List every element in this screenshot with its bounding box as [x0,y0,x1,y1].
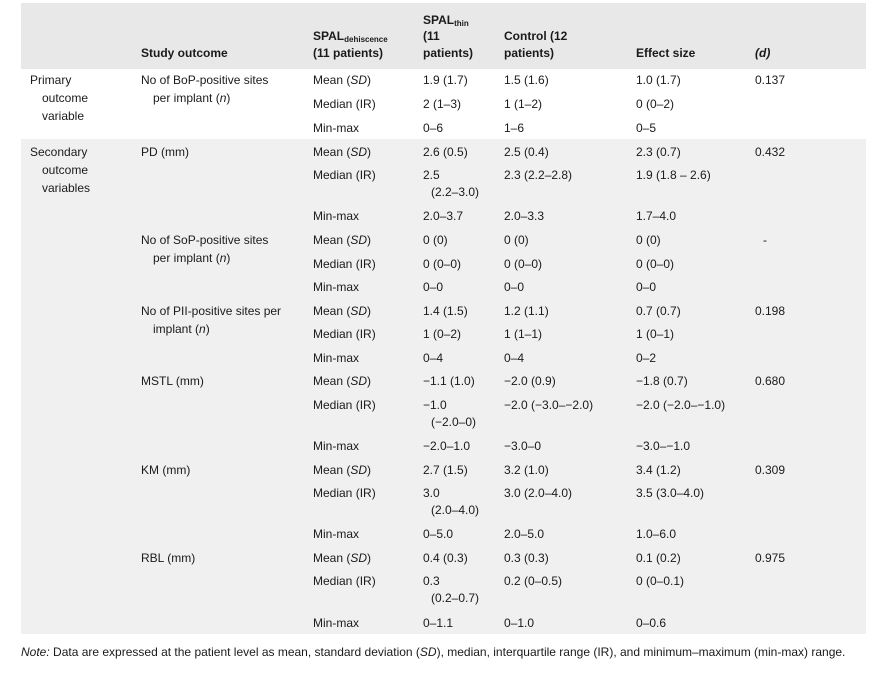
header-control-n: patients) [504,46,555,60]
km_median-g1-cont: (2.0–4.0) [431,503,480,517]
bop_median-c2: 0 (0–2) [636,97,675,111]
rbl_mean-c0: 0.4 (0.3) [423,551,468,565]
stat-label: Median (IR) [313,97,376,111]
rbl_minmax-c1: 0–1.0 [504,616,535,630]
outcome-sop-2: per implant (n) [153,251,231,265]
header-d: (d) [755,46,771,60]
rbl_minmax-c0: 0–1.1 [423,616,454,630]
km_minmax-c1: 2.0–5.0 [504,527,545,541]
rbl_minmax-c2: 0–0.6 [636,616,667,630]
bop_mean-c0: 1.9 (1.7) [423,73,468,87]
pd_median-g3: 1.9 (1.8 – 2.6) [636,168,711,182]
header-spal-dehiscence-n: (11 patients) [313,46,384,60]
header-spal-thin-n1: (11 [423,29,440,43]
outcome-bop-2: per implant (n) [153,91,231,105]
outcome-mstl: MSTL (mm) [141,374,204,388]
sop_mean-c3: - [763,233,767,247]
outcome-pd: PD (mm) [141,145,189,159]
sop_mean-c2: 0 (0) [636,233,661,247]
pii_median-c1: 1 (1–1) [504,327,543,341]
stat-label: Mean (SD) [313,374,372,388]
sop_median-c2: 0 (0–0) [636,257,675,271]
header-control: Control (12 [504,29,568,43]
pii_median-c2: 1 (0–1) [636,327,675,341]
outcome-rbl: RBL (mm) [141,551,196,565]
stat-label: Median (IR) [313,327,376,341]
pd_mean-c2: 2.3 (0.7) [636,145,681,159]
pd_mean-c1: 2.5 (0.4) [504,145,549,159]
outcome-sop: No of SoP-positive sites [141,233,269,247]
pii_minmax-c0: 0–4 [423,351,444,365]
mstl_minmax-c0: −2.0–1.0 [423,439,471,453]
rbl_mean-c2: 0.1 (0.2) [636,551,681,565]
rbl_median-g2: 0.2 (0–0.5) [504,574,563,588]
mstl_median-g1-cont: (−2.0–0) [431,415,477,429]
km_mean-c2: 3.4 (1.2) [636,463,681,477]
pii_mean-c1: 1.2 (1.1) [504,304,549,318]
section-secondary-1: Secondary [30,145,88,159]
km_median-g2: 3.0 (2.0–4.0) [504,486,573,500]
stat-label: Min-max [313,616,360,630]
pii_minmax-c1: 0–4 [504,351,525,365]
bop_minmax-c2: 0–5 [636,121,657,135]
pii_mean-c0: 1.4 (1.5) [423,304,468,318]
sop_minmax-c1: 0–0 [504,280,525,294]
section-primary-1: Primary [30,73,72,87]
stat-label: Min-max [313,439,360,453]
stat-label: Median (IR) [313,398,376,412]
rbl_mean-c1: 0.3 (0.3) [504,551,549,565]
pd_minmax-c0: 2.0–3.7 [423,209,464,223]
sop_median-c1: 0 (0–0) [504,257,543,271]
rbl_mean-c3: 0.975 [755,551,786,565]
stat-label: Min-max [313,280,360,294]
km_mean-c1: 3.2 (1.0) [504,463,549,477]
stat-label: Mean (SD) [313,233,372,247]
table-note: Note: Data are expressed at the patient level as mean, standard deviation (SD), median, interquartile range (IR), and minimum–maximum (min-max) range. [21,645,846,659]
header-spal-dehiscence: $SPAL_{dehiscence}$ [313,29,388,44]
stat-label: Median (IR) [313,574,376,588]
stat-label: Median (IR) [313,168,376,182]
mstl_mean-c0: −1.1 (1.0) [423,374,475,388]
section-secondary-3: variables [42,181,91,195]
bop_mean-c3: 0.137 [755,73,786,87]
stat-label: Mean (SD) [313,463,372,477]
pd_mean-c3: 0.432 [755,145,786,159]
km_minmax-c2: 1.0–6.0 [636,527,677,541]
pii_mean-c3: 0.198 [755,304,786,318]
bop_mean-c1: 1.5 (1.6) [504,73,549,87]
bop_minmax-c0: 0–6 [423,121,444,135]
pd_minmax-c2: 1.7–4.0 [636,209,677,223]
sop_median-c0: 0 (0–0) [423,257,462,271]
header-spal-thin-n2: patients) [423,46,474,60]
stat-label: Min-max [313,209,360,223]
bop_minmax-c1: 1–6 [504,121,525,135]
stat-label: Median (IR) [313,486,376,500]
mstl_mean-c2: −1.8 (0.7) [636,374,688,388]
section-primary-2: outcome [42,91,89,105]
stat-label: Mean (SD) [313,145,372,159]
header-spal-thin: $SPAL_{thin}$ [423,13,469,28]
km_median-g3: 3.5 (3.0–4.0) [636,486,705,500]
pd_median-g1-cont: (2.2–3.0) [431,185,480,199]
outcome-km: KM (mm) [141,463,191,477]
sop_mean-c1: 0 (0) [504,233,529,247]
bop_median-c1: 1 (1–2) [504,97,543,111]
rbl_median-g1: 0.3 [423,574,440,588]
sop_mean-c0: 0 (0) [423,233,448,247]
mstl_median-g2: −2.0 (−3.0–−2.0) [504,398,594,412]
km_mean-c3: 0.309 [755,463,786,477]
stat-label: Min-max [313,527,360,541]
stat-label: Min-max [313,121,360,135]
mstl_minmax-c1: −3.0–0 [504,439,542,453]
header-effect-size: Effect size [636,46,696,60]
mstl_minmax-c2: −3.0–−1.0 [636,439,691,453]
sop_minmax-c0: 0–0 [423,280,444,294]
pd_mean-c0: 2.6 (0.5) [423,145,468,159]
stat-label: Median (IR) [313,257,376,271]
stat-label: Mean (SD) [313,551,372,565]
rbl_median-g1-cont: (0.2–0.7) [431,591,480,605]
bop_median-c0: 2 (1–3) [423,97,462,111]
pd_median-g2: 2.3 (2.2–2.8) [504,168,573,182]
stat-label: Mean (SD) [313,73,372,87]
km_minmax-c0: 0–5.0 [423,527,454,541]
outcome-pii: No of PII-positive sites per [141,304,282,318]
rbl_median-g3: 0 (0–0.1) [636,574,685,588]
outcome-bop: No of BoP-positive sites [141,73,269,87]
mstl_mean-c3: 0.680 [755,374,786,388]
mstl_median-g3: −2.0 (−2.0–−1.0) [636,398,726,412]
mstl_mean-c1: −2.0 (0.9) [504,374,556,388]
pii_median-c0: 1 (0–2) [423,327,462,341]
section-primary-3: variable [42,109,85,123]
header-study-outcome: Study outcome [141,46,228,60]
sop_minmax-c2: 0–0 [636,280,657,294]
stat-label: Min-max [313,351,360,365]
bop_mean-c2: 1.0 (1.7) [636,73,681,87]
outcome-pii-2: implant (n) [153,322,210,336]
section-secondary-2: outcome [42,163,89,177]
km_mean-c0: 2.7 (1.5) [423,463,468,477]
mstl_median-g1: −1.0 [423,398,447,412]
km_median-g1: 3.0 [423,486,440,500]
pii_mean-c2: 0.7 (0.7) [636,304,681,318]
pii_minmax-c2: 0–2 [636,351,657,365]
stat-label: Mean (SD) [313,304,372,318]
pd_minmax-c1: 2.0–3.3 [504,209,545,223]
pd_median-g1: 2.5 [423,168,440,182]
